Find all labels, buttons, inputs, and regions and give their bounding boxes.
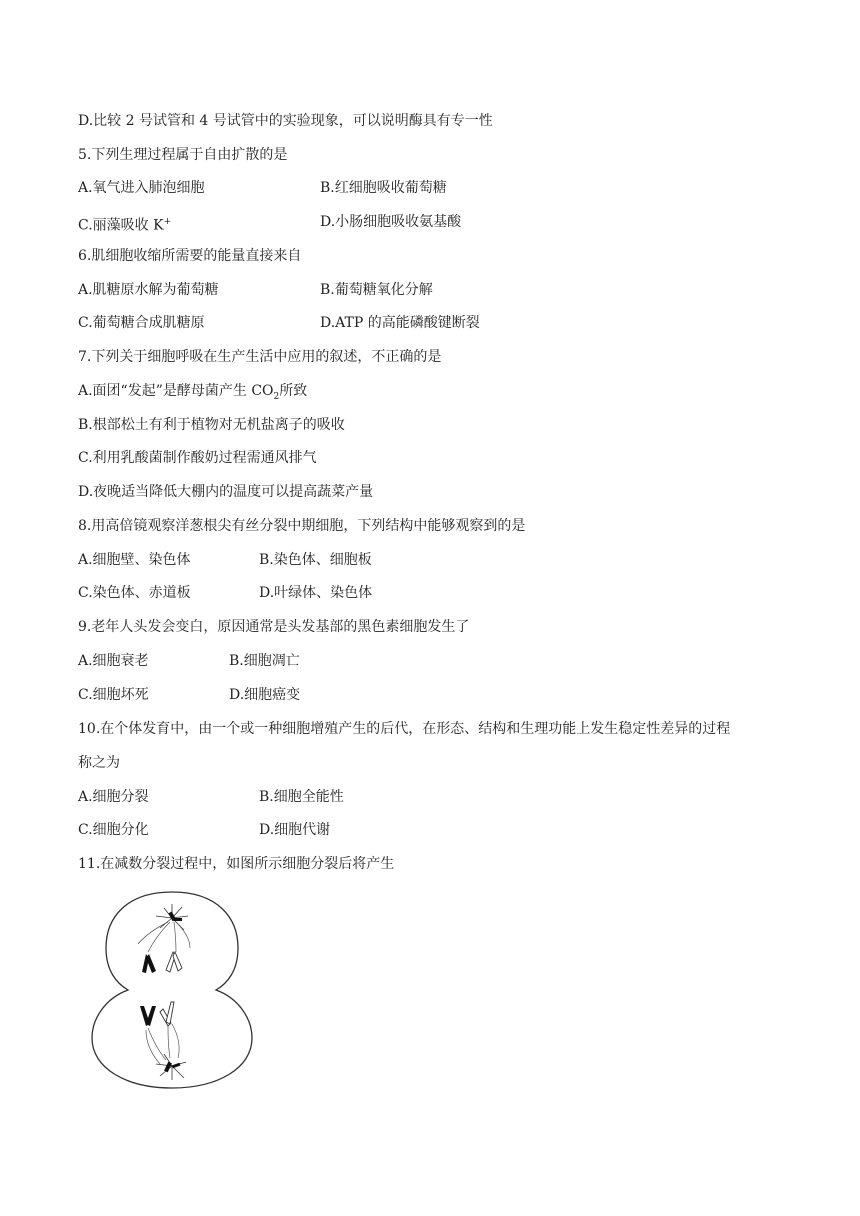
bottom-chromosome-dark [140, 1006, 156, 1026]
q6-option-c: C.葡萄糖合成肌糖原 [78, 315, 205, 331]
q6-stem: 6.肌细胞收缩所需要的能量直接来自 [78, 248, 302, 264]
q10-stem-line1: 10.在个体发育中，由一个或一种细胞增殖产生的后代，在形态、结构和生理功能上发生稳定性差异的过程 [78, 721, 731, 737]
q8-option-d: D.叶绿体、染色体 [259, 585, 373, 601]
top-chromosome-light [166, 952, 182, 972]
q9-option-b: B.细胞凋亡 [229, 653, 300, 669]
cell-division-figure [86, 888, 258, 1094]
q5-option-d: D.小肠细胞吸收氨基酸 [320, 214, 462, 230]
bottom-centrosome [156, 1054, 186, 1080]
q7-option-a: A.面团“发起”是酵母菌产生 $CO_2$所致 [78, 383, 308, 402]
q5-option-a: A.氧气进入肺泡细胞 [78, 180, 205, 196]
q8-option-b: B.染色体、细胞板 [259, 552, 372, 568]
q5-option-b: B.红细胞吸收葡萄糖 [320, 180, 447, 196]
q10-option-a: A.细胞分裂 [78, 789, 149, 805]
q6-option-d: D.ATP 的高能磷酸键断裂 [320, 315, 480, 331]
q7-option-c: C.利用乳酸菌制作酸奶过程需通风排气 [78, 450, 317, 466]
q8-stem: 8.用高倍镜观察洋葱根尖有丝分裂中期细胞，下列结构中能够观察到的是 [78, 518, 526, 534]
top-chromosome-dark [142, 954, 156, 973]
q7-option-d: D.夜晚适当降低大棚内的温度可以提高蔬菜产量 [78, 484, 374, 500]
q5-stem: 5.下列生理过程属于自由扩散的是 [78, 147, 288, 163]
q6-option-a: A.肌糖原水解为葡萄糖 [78, 282, 219, 298]
q10-option-b: B.细胞全能性 [259, 789, 344, 805]
cell-membrane [92, 892, 252, 1088]
q4-option-d: D.比较 2 号试管和 4 号试管中的实验现象，可以说明酶具有专一性 [78, 113, 493, 129]
bottom-chromosome-light [160, 1002, 174, 1026]
q9-stem: 9.老年人头发会变白，原因通常是头发基部的黑色素细胞发生了 [78, 619, 470, 635]
top-spindle-fibers [138, 922, 190, 952]
q8-option-a: A.细胞壁、染色体 [78, 552, 191, 568]
q10-option-c: C.细胞分化 [78, 822, 149, 838]
q10-option-d: D.细胞代谢 [259, 822, 331, 838]
bottom-centriole-2 [172, 1063, 181, 1069]
q7-option-b: B.根部松土有利于植物对无机盐离子的吸收 [78, 417, 345, 433]
top-centriole-2 [174, 918, 182, 921]
q9-option-a: A.细胞衰老 [78, 653, 149, 669]
q11-stem: 11.在减数分裂过程中，如图所示细胞分裂后将产生 [78, 856, 395, 872]
q9-option-d: D.细胞癌变 [229, 687, 301, 703]
q9-option-c: C.细胞坏死 [78, 687, 149, 703]
q7-stem: 7.下列关于细胞呼吸在生产生活中应用的叙述，不正确的是 [78, 349, 442, 365]
q6-option-b: B.葡萄糖氧化分解 [320, 282, 433, 298]
bottom-spindle-fibers [146, 1024, 179, 1064]
q10-stem-line2: 称之为 [78, 755, 120, 771]
q8-option-c: C.染色体、赤道板 [78, 585, 191, 601]
q5-option-c: C.丽藻吸收 K+ [78, 217, 172, 234]
